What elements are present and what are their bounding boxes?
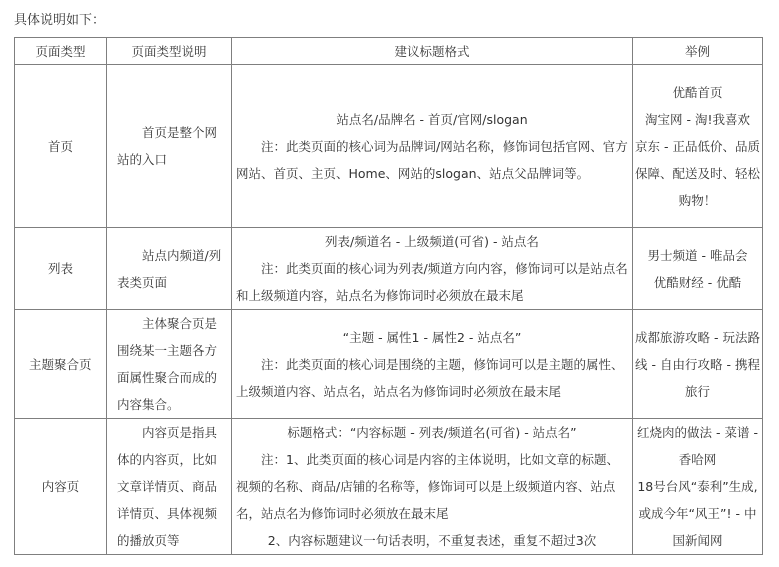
cell-examples bbox=[633, 228, 763, 310]
example-item: 男士频道 - 唯品会 bbox=[647, 247, 748, 263]
table-row bbox=[15, 419, 763, 555]
desc-text: 首页是整个网站的入口 bbox=[117, 125, 218, 167]
cell-examples bbox=[633, 65, 763, 228]
format-text: 标题格式：“内容标题 - 列表/频道名(可省) - 站点名” bbox=[287, 425, 577, 440]
note-text-2: 2、内容标题建议一句话表明，不重复表述，重复不超过3次 bbox=[267, 533, 597, 548]
cell-page-desc bbox=[107, 419, 232, 555]
intro-text: 具体说明如下： bbox=[14, 13, 106, 28]
note-text: 注：此类页面的核心词为品牌词/网站名称，修饰词包括官网、官方网站、首页、主页、Home、网站的slogan、站点父品牌词等。 bbox=[236, 138, 628, 181]
title-format-table bbox=[14, 37, 763, 555]
cell-page-desc bbox=[107, 228, 232, 310]
header-examples: 举例 bbox=[633, 38, 763, 65]
cell-examples bbox=[633, 310, 763, 419]
cell-page-type: 内容页 bbox=[15, 419, 107, 555]
example-item: 红烧肉的做法 - 菜谱 - 香哈网 bbox=[637, 425, 758, 467]
format-text: 站点名/品牌名 - 首页/官网/slogan bbox=[336, 111, 528, 127]
cell-page-desc bbox=[107, 65, 232, 228]
example-item: 18号台风“泰利”生成,或成今年“风王”! - 中国新闻网 bbox=[637, 479, 758, 548]
note-text: 注：此类页面的核心词为列表/频道方向内容，修饰词可以是站点名和上级频道内容，站点名为修饰词时必须放在最末尾 bbox=[236, 261, 628, 303]
note-text: 注：1、此类页面的核心词是内容的主体说明，比如文章的标题、视频的名称、商品/店铺的名称等，修饰词可以是上级频道内容、站点名，站点名为修饰词时必须放在最末尾 bbox=[236, 452, 619, 521]
format-text: “主题 - 属性1 - 属性2 - 站点名” bbox=[342, 329, 522, 345]
cell-page-type: 首页 bbox=[15, 65, 107, 228]
cell-title-format bbox=[232, 310, 633, 419]
desc-text: 站点内频道/列表类页面 bbox=[117, 247, 222, 290]
table-header-row bbox=[15, 38, 763, 65]
cell-title-format bbox=[232, 228, 633, 310]
cell-title-format bbox=[232, 65, 633, 228]
cell-page-type bbox=[15, 310, 107, 419]
cell-examples bbox=[633, 419, 763, 555]
note-text: 注：此类页面的核心词是围绕的主题，修饰词可以是主题的属性、上级频道内容、站点名，站点名为修饰词时必须放在最末尾 bbox=[236, 356, 624, 399]
type-text: 主题聚合页 bbox=[29, 356, 92, 372]
cell-page-desc bbox=[107, 310, 232, 419]
example-item: 成都旅游攻略 - 玩法路线 - 自由行攻略 - 携程旅行 bbox=[635, 329, 760, 399]
table-row bbox=[15, 310, 763, 419]
header-page-type-desc: 页面类型说明 bbox=[107, 38, 232, 65]
example-item: 京东 - 正品低价、品质保障、配送及时、轻松购物！ bbox=[635, 138, 761, 208]
header-page-type: 页面类型 bbox=[15, 38, 107, 65]
format-text: 列表/频道名 - 上级频道(可省) - 站点名 bbox=[325, 234, 539, 249]
cell-title-format bbox=[232, 419, 633, 555]
example-item: 优酷财经 - 优酷 bbox=[653, 274, 742, 290]
example-item: 优酷首页 bbox=[672, 84, 723, 100]
header-title-format: 建议标题格式 bbox=[232, 38, 633, 65]
cell-page-type: 列表 bbox=[15, 228, 107, 310]
table-row bbox=[15, 228, 763, 310]
table-row bbox=[15, 65, 763, 228]
example-item: 淘宝网 - 淘!我喜欢 bbox=[645, 111, 750, 127]
desc-text: 内容页是指具体的内容页，比如文章详情页、商品详情页、具体视频的播放页等 bbox=[117, 425, 218, 548]
desc-text: 主体聚合页是围绕某一主题各方面属性聚合而成的内容集合。 bbox=[117, 316, 218, 412]
